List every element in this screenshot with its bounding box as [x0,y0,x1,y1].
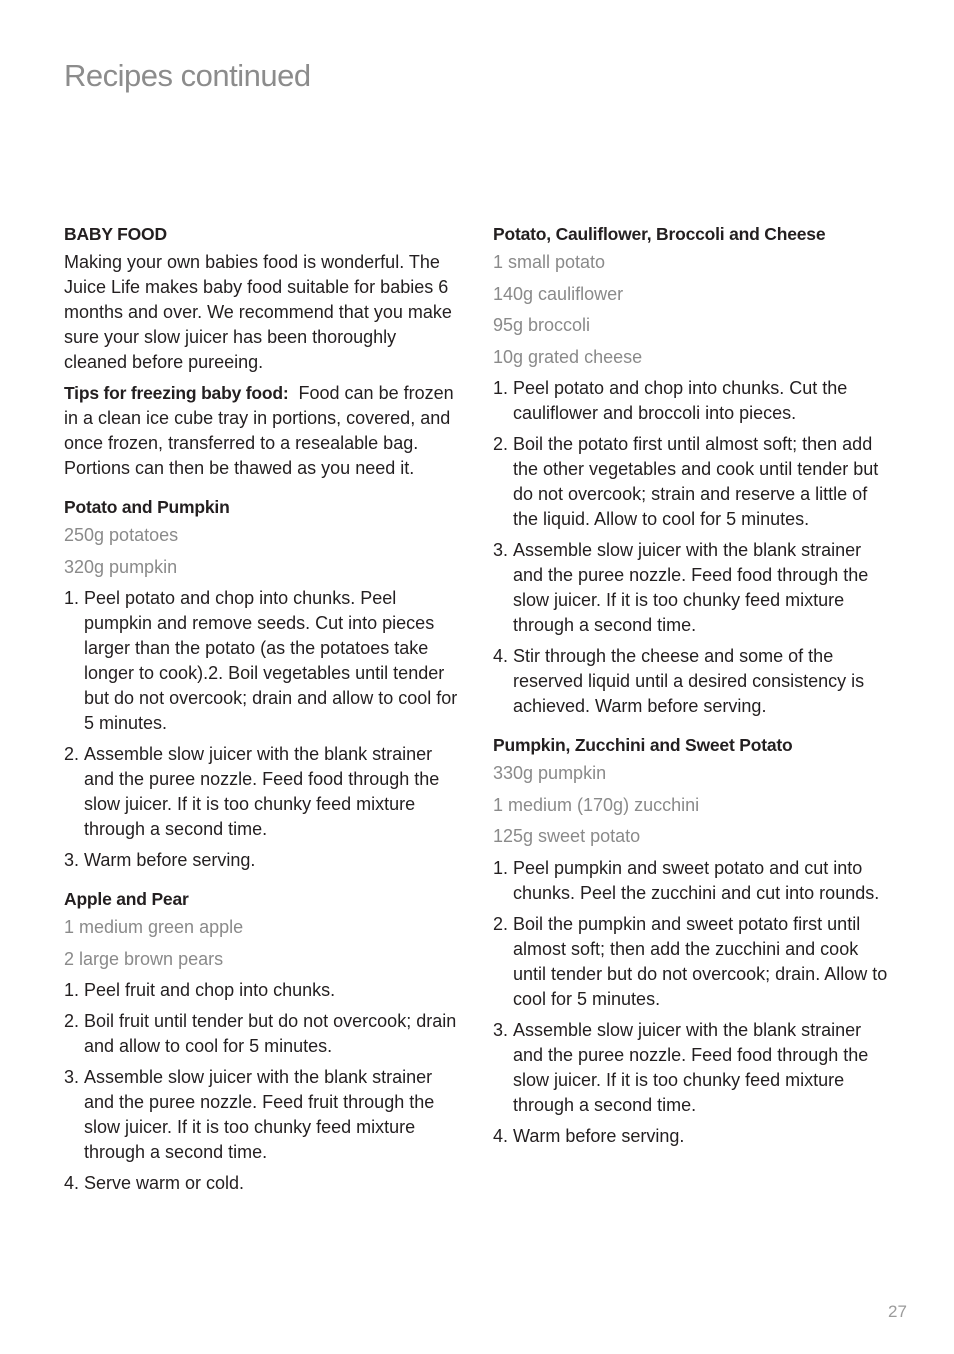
recipe-heading: Potato, Cauliflower, Broccoli and Cheese [493,224,826,244]
ingredient-list [493,250,891,370]
baby-food-section [64,222,464,481]
method-step [493,432,891,532]
step-number: 3. [493,1019,509,1040]
step-text: Assemble slow juicer with the blank strainer and the puree nozzle. Feed food through the slow juicer. If it is too chunky feed mixture through a second time. [513,1019,869,1115]
ingredient-item: 1 medium green apple [64,917,244,937]
recipe-heading: Potato and Pumpkin [64,497,230,517]
ingredient-item: 140g cauliflower [493,283,624,304]
baby-food-intro: Making your own babies food is wonderful. The Juice Life makes baby food suitable for babies 6 months and over. We recommend that you make sure your slow juicer has been thoroughly cleaned before pureeing. [64,252,452,372]
step-number: 2. [493,913,509,934]
recipe-pumpkin-zucchini-sweet-potato [493,733,891,1149]
method-step [493,1124,891,1149]
step-text: Boil the pumpkin and sweet potato first until almost soft; then add the zucchini and cook until tender but do not overcook; drain. Allow to cool for 5 minutes. [513,913,888,1009]
ingredient-item: 1 medium (170g) zucchini [493,794,700,815]
ingredient-item: 1 small potato [493,252,606,272]
method-step [64,978,464,1003]
step-number: 3. [493,540,509,560]
step-text: Assemble slow juicer with the blank strainer and the puree nozzle. Feed food through the slow juicer. If it is too chunky feed mixture through a second time. [513,540,869,635]
step-number: 4. [493,1125,509,1146]
step-number: 2. [493,434,509,454]
step-number: 3. [64,1067,80,1087]
step-text: Peel pumpkin and sweet potato and cut into chunks. Peel the zucchini and cut into rounds. [513,857,880,903]
recipe-apple-pear [64,887,464,1196]
ingredient-item: 330g pumpkin [493,763,607,783]
ingredient-item: 10g grated cheese [493,346,643,367]
method-step [64,742,464,842]
method-step [64,848,464,873]
step-text: Boil fruit until tender but do not overcook; drain and allow to cool for 5 minutes. [84,1011,457,1056]
step-text: Peel fruit and chop into chunks. [84,980,336,1000]
recipe-potato-pumpkin [64,495,464,873]
freezing-tips [64,381,464,481]
left-column [64,222,464,1202]
freezing-tips-text: Food can be frozen in a clean ice cube tray in portions, covered, and once frozen, transferred to a resealable bag. Portions can then be thawed as you need it. [64,383,454,478]
recipe-potato-cauliflower-broccoli-cheese [493,222,891,719]
method-step [493,912,891,1012]
step-text: Warm before serving. [513,1125,685,1146]
step-number: 4. [64,1173,80,1193]
ingredient-list [64,915,464,972]
recipe-heading: Apple and Pear [64,889,189,909]
step-text: Assemble slow juicer with the blank strainer and the puree nozzle. Feed food through the slow juicer. If it is too chunky feed mixture through a second time. [84,744,440,839]
method-step [493,538,891,638]
page-title: Recipes continued [64,58,311,93]
page-number: 27 [888,1302,907,1321]
step-text: Warm before serving. [84,850,256,870]
ingredient-list [64,523,464,580]
ingredient-item: 95g broccoli [493,315,591,335]
method-steps [493,856,891,1149]
right-column [493,222,891,1155]
method-step [493,856,891,906]
step-number: 4. [493,646,509,666]
recipe-heading: Pumpkin, Zucchini and Sweet Potato [493,735,793,755]
ingredient-item: 320g pumpkin [64,556,178,577]
step-text: Boil the potato first until almost soft; then add the other vegetables and cook until tender but do not overcook; strain and reserve a little of the liquid. Allow to cool for 5 minutes. [513,434,879,529]
step-text: Serve warm or cold. [84,1173,245,1193]
step-text: Peel potato and chop into chunks. Peel pumpkin and remove seeds. Cut into pieces larger than the potato (as the potatoes take longer to cook).2. Boil vegetables until tender but do not overcook; drain and allow to cool for 5 minutes. [84,588,458,733]
method-step [64,1065,464,1165]
method-steps [493,376,891,719]
step-number: 2. [64,744,80,764]
step-number: 1. [493,857,509,878]
step-text: Peel potato and chop into chunks. Cut the cauliflower and broccoli into pieces. [513,378,848,423]
step-number: 2. [64,1011,80,1031]
method-steps [64,586,464,873]
step-text: Stir through the cheese and some of the reserved liquid until a desired consistency is achieved. Warm before serving. [513,646,865,716]
method-step [64,1171,464,1196]
step-number: 1. [64,588,80,608]
step-number: 1. [64,980,80,1000]
method-step [64,1009,464,1059]
method-step [64,586,464,736]
step-text: Assemble slow juicer with the blank strainer and the puree nozzle. Feed fruit through the slow juicer. If it is too chunky feed mixture through a second time. [84,1067,435,1162]
step-number: 3. [64,850,80,870]
freezing-tips-label: Tips for freezing baby food: [64,383,289,403]
method-steps [64,978,464,1196]
ingredient-item: 2 large brown pears [64,948,224,969]
step-number: 1. [493,378,509,398]
ingredient-list [493,761,891,849]
method-step [493,376,891,426]
ingredient-item: 125g sweet potato [493,826,641,846]
ingredient-item: 250g potatoes [64,525,179,545]
method-step [493,1018,891,1118]
baby-food-heading: BABY FOOD [64,224,167,244]
method-step [493,644,891,719]
